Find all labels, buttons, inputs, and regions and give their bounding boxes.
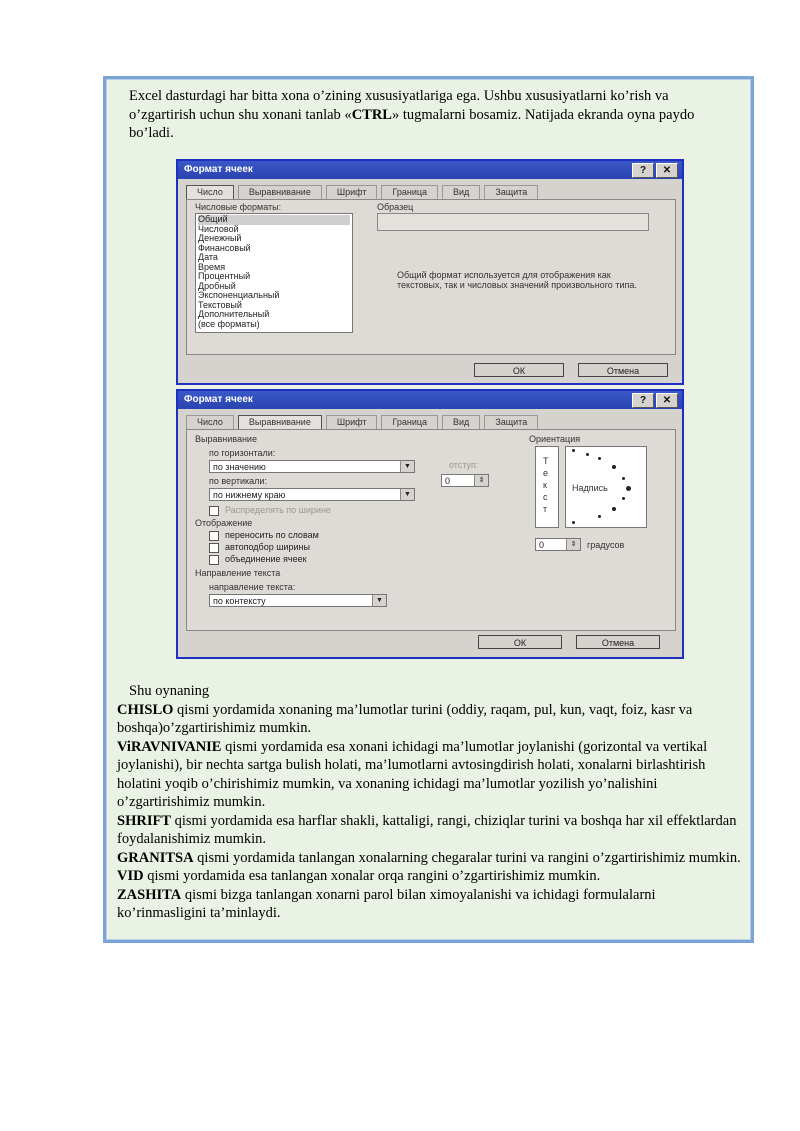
tab-number[interactable]: Число: [186, 185, 234, 199]
horizontal-select[interactable]: [209, 460, 415, 473]
horizontal-label: по горизонтали:: [209, 448, 276, 458]
body-lead: Shu oynaning: [129, 683, 210, 699]
term-shrift: SHRIFT: [117, 812, 171, 829]
dialog-title: Формат ячеек: [184, 394, 253, 405]
dial-mark: [612, 507, 616, 511]
spinner-arrows-icon[interactable]: ⇕: [566, 539, 580, 550]
checkbox-box[interactable]: [209, 555, 219, 565]
list-item[interactable]: Числовой: [198, 223, 239, 234]
format-cells-dialog-number: [176, 159, 684, 385]
display-section-label: Отображение: [195, 518, 253, 528]
list-item: [117, 812, 745, 849]
intro-paragraph: [117, 87, 737, 143]
dialog-title-bar: [178, 391, 682, 409]
vertical-label: по вертикали:: [209, 476, 267, 486]
term-viravnivanie: ViRAVNIVANIE: [117, 738, 222, 755]
tab-view[interactable]: Вид: [442, 415, 480, 429]
list-item[interactable]: Процентный: [198, 271, 251, 281]
distributed-label: Распределять по ширине: [225, 505, 331, 515]
tab-view[interactable]: Вид: [442, 185, 480, 199]
checkbox-box[interactable]: [209, 543, 219, 553]
sample-label: Образец: [377, 202, 414, 212]
direction-select[interactable]: [209, 594, 387, 607]
list-item: [117, 867, 745, 886]
term-description: qismi yordamida xonaning ma’lumotlar turini (oddiy, raqam, pul, kun, vaqt, foiz, kasr va boshqa)o’zgartirishimiz mumkin.: [117, 701, 693, 736]
term-description: qismi yordamida esa xonani ichidagi ma’lumotlar joylanishi (gorizontal va vertikal joylanishi), bir nechta sartga bulish holati, ma’lumotlarni avtosingdirish holati, xonalarni birlashtirish holatini yoqib o’chirishimiz mumkin, va xonaning ichidagi ma’lumotlar yozilish yo’nalishini o’zgartirishimiz mumkin.: [117, 738, 708, 810]
term-zashita: ZASHITA: [117, 886, 182, 903]
degrees-label: градусов: [587, 540, 625, 550]
dial-mark: [612, 465, 616, 469]
spinner-arrows-icon[interactable]: ⇕: [474, 475, 488, 486]
cancel-button[interactable]: Отмена: [576, 635, 660, 649]
list-item[interactable]: Дробный: [198, 280, 236, 291]
intro-text-1: Excel dasturdagi har bitta xona o’zining xususiyatlariga ega. Ushbu xususiyatlarni ko’rish va o’zgartirish uchun shu xonani tanlab «: [129, 88, 669, 123]
distributed-checkbox[interactable]: [209, 505, 331, 516]
ok-button[interactable]: ОК: [474, 363, 564, 377]
list-item: [117, 738, 745, 812]
tab-panel: [186, 199, 676, 355]
list-item[interactable]: Дополнительный: [198, 309, 270, 319]
direction-section-label: Направление текста: [195, 568, 281, 578]
list-item: [117, 701, 745, 738]
tab-border[interactable]: Граница: [381, 415, 438, 429]
list-item[interactable]: Текстовый: [198, 299, 242, 310]
degrees-value: 0: [539, 540, 545, 550]
term-vid: VID: [117, 868, 144, 884]
wrap-text-label: переносить по словам: [225, 530, 319, 540]
dialog-title: Формат ячеек: [184, 164, 253, 175]
orientation-dial[interactable]: [565, 446, 647, 528]
cancel-button[interactable]: Отмена: [578, 363, 668, 377]
vertical-text-label: Текст: [543, 456, 549, 514]
term-granitsa: GRANITSA: [117, 849, 194, 866]
dial-mark: [626, 486, 631, 491]
merge-cells-checkbox[interactable]: [209, 554, 307, 565]
help-button[interactable]: ?: [632, 393, 654, 408]
direction-value: по контексту: [213, 596, 266, 606]
list-item[interactable]: Дата: [198, 252, 218, 262]
term-chislo: CHISLO: [117, 701, 174, 718]
tab-font[interactable]: Шрифт: [326, 415, 378, 429]
format-description: Общий формат используется для отображения как текстовых, так и числовых значений произвольного типа.: [397, 270, 637, 290]
tab-font[interactable]: Шрифт: [326, 185, 378, 199]
close-button[interactable]: ✕: [656, 163, 678, 178]
sample-box: [377, 213, 649, 231]
formats-label: Числовые форматы:: [195, 202, 282, 212]
dial-mark: [572, 521, 575, 524]
list-item[interactable]: Время: [198, 261, 226, 272]
wrap-text-checkbox[interactable]: [209, 530, 319, 541]
indent-spinner[interactable]: [441, 474, 489, 487]
dial-mark: [598, 457, 601, 460]
ok-button[interactable]: ОК: [478, 635, 562, 649]
list-item[interactable]: Экспоненциальный: [198, 290, 280, 300]
chevron-down-icon[interactable]: ▼: [400, 489, 414, 500]
orientation-label: Ориентация: [529, 434, 581, 444]
tab-alignment[interactable]: Выравнивание: [238, 415, 322, 429]
body-paragraphs: [117, 682, 745, 923]
list-item[interactable]: Общий: [198, 215, 350, 225]
vertical-value: по нижнему краю: [213, 490, 286, 500]
dial-mark: [598, 515, 601, 518]
term-description: qismi bizga tanlangan xonarni parol bilan ximoyalanishi va ichidagi formulalarni ko’rinmasligini ta’minlaydi.: [117, 886, 656, 921]
degrees-spinner[interactable]: [535, 538, 581, 551]
intro-text-2: » tugmalarni bosamiz. Natijada ekranda oyna paydo bo’ladi.: [129, 106, 695, 141]
direction-label: направление текста:: [209, 582, 296, 592]
term-description: qismi yordamida esa harflar shakli, kattaligi, rangi, chiziqlar turini va boshqa har xil effektlardan foydalanishimiz mumkin.: [117, 812, 737, 847]
close-button[interactable]: ✕: [656, 393, 678, 408]
content-frame: [103, 76, 754, 943]
term-description: qismi yordamida esa tanlangan xonalar orqa rangini o’zgartirishimiz mumkin.: [143, 868, 601, 884]
tab-protection[interactable]: Защита: [484, 415, 538, 429]
list-item[interactable]: (все форматы): [198, 318, 260, 329]
dial-mark: [586, 453, 589, 456]
alignment-section-label: Выравнивание: [195, 434, 257, 444]
chevron-down-icon[interactable]: ▼: [400, 461, 414, 472]
dialog-tabs: [186, 415, 538, 429]
vertical-select[interactable]: [209, 488, 415, 501]
list-item: [117, 849, 745, 868]
format-cells-dialog-alignment: [176, 389, 684, 659]
dial-mark: [622, 497, 625, 500]
tab-panel: [186, 429, 676, 631]
list-item[interactable]: Финансовый: [198, 242, 251, 253]
dialog-tabs: [186, 185, 538, 199]
dial-mark: [572, 449, 575, 452]
ctrl-key-text: CTRL: [351, 106, 392, 123]
chevron-down-icon[interactable]: ▼: [372, 595, 386, 606]
help-button[interactable]: ?: [632, 163, 654, 178]
merge-cells-label: объединение ячеек: [225, 554, 307, 564]
horizontal-value: по значению: [213, 462, 266, 472]
tab-border[interactable]: Граница: [381, 185, 438, 199]
indent-label: отступ:: [449, 460, 479, 470]
checkbox-box[interactable]: [209, 506, 219, 516]
checkbox-box[interactable]: [209, 531, 219, 541]
dialog-title-bar: [178, 161, 682, 179]
dial-mark: [622, 477, 625, 480]
vertical-text-box[interactable]: [535, 446, 559, 528]
autofit-label: автоподбор ширины: [225, 542, 310, 552]
formats-list[interactable]: [195, 213, 353, 333]
list-item: [117, 886, 745, 923]
tab-protection[interactable]: Защита: [484, 185, 538, 199]
list-item[interactable]: Денежный: [198, 233, 242, 243]
term-description: qismi yordamida tanlangan xonalarning chegaralar turini va rangini o’zgartirishimiz mumkin.: [193, 849, 741, 866]
indent-value: 0: [445, 476, 451, 486]
tab-alignment[interactable]: Выравнивание: [238, 185, 322, 199]
tab-number[interactable]: Число: [186, 415, 234, 429]
orientation-text-label: Надпись: [572, 483, 608, 493]
autofit-checkbox[interactable]: [209, 542, 310, 553]
